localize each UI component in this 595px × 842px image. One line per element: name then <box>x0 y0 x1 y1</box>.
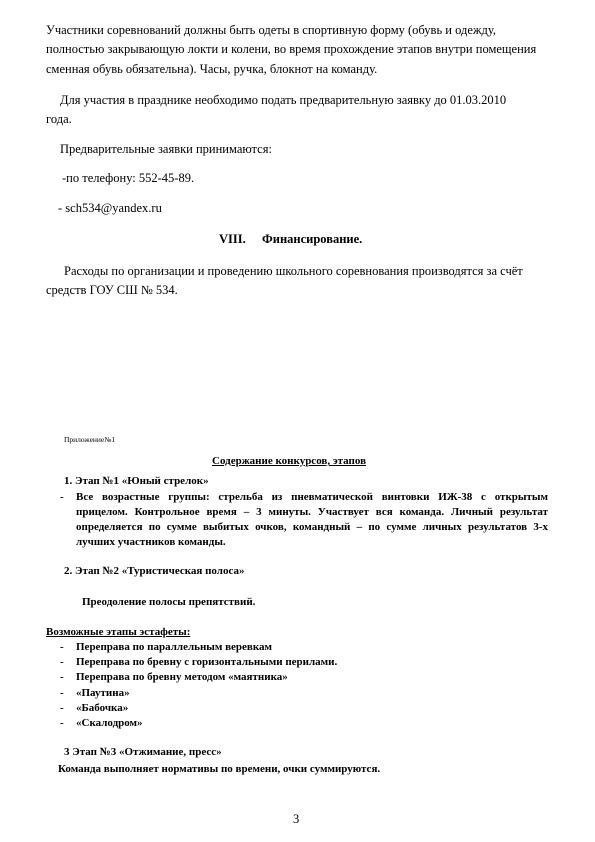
relay-stages-title: Возможные этапы эстафеты: <box>46 626 191 638</box>
list-item-dash: - <box>60 717 64 729</box>
list-item: Переправа по бревну методом «маятника» <box>76 671 288 683</box>
contact-phone: -по телефону: 552-45-89. <box>62 171 195 185</box>
stage-3-title: 3 Этап №3 «Отжимание, пресс» <box>64 746 222 758</box>
stage-3-description: Команда выполняет нормативы по времени, очки суммируются. <box>58 763 381 775</box>
stage-2-title: 2. Этап №2 «Туристическая полоса» <box>64 565 245 577</box>
section-title: Финансирование. <box>262 232 363 246</box>
intro-line-3: сменная обувь обязательна). Часы, ручка, блокнот на команду. <box>46 62 378 76</box>
stage-2-description: Преодоление полосы препятствий. <box>82 596 256 608</box>
stage-1-dash: - <box>60 491 64 503</box>
stage-1-title: 1. Этап №1 «Юный стрелок» <box>64 475 209 487</box>
list-item: «Паутина» <box>76 687 130 699</box>
contact-email: - sch534@yandex.ru <box>58 201 162 215</box>
financing-line-2: средств ГОУ СШ № 534. <box>46 283 178 297</box>
list-item: Переправа по бревну с горизонтальными перилами. <box>76 656 338 668</box>
section-number: VIII. <box>219 232 246 246</box>
application-line-1: Для участия в празднике необходимо подать предварительную заявку до 01.03.2010 <box>60 93 507 107</box>
intro-line-1: Участники соревнований должны быть одеты в спортивную форму (обувь и одежду, <box>46 23 496 37</box>
list-item-dash: - <box>60 687 64 699</box>
list-item: Переправа по параллельным веревкам <box>76 641 273 653</box>
financing-line-1: Расходы по организации и проведению школьного соревнования производятся за счёт <box>64 264 523 278</box>
list-item-dash: - <box>60 641 64 653</box>
stage-1-description: Все возрастные группы: стрельба из пневматической винтовки ИЖ-38 с открытым прицелом. Контрольное время – 3 минуты. Участвует вся команда. Личный результат определяется по сумме выбитых очков, командный – по сумме личных результатов 3-х лучших участников команды. <box>76 491 548 548</box>
application-line-2: года. <box>46 112 72 126</box>
page-number: 3 <box>293 812 300 826</box>
list-item-dash: - <box>60 671 64 683</box>
list-item-dash: - <box>60 656 64 668</box>
applications-accepted: Предварительные заявки принимаются: <box>60 142 272 156</box>
list-item: «Бабочка» <box>76 702 129 714</box>
list-item-dash: - <box>60 702 64 714</box>
intro-line-2: полностью закрывающую локти и колени, во время прохождение этапов внутри помещения <box>46 42 537 56</box>
appendix-title: Содержание конкурсов, этапов <box>212 455 367 467</box>
list-item: «Скалодром» <box>76 717 143 729</box>
appendix-label: Приложение№1 <box>64 435 116 444</box>
